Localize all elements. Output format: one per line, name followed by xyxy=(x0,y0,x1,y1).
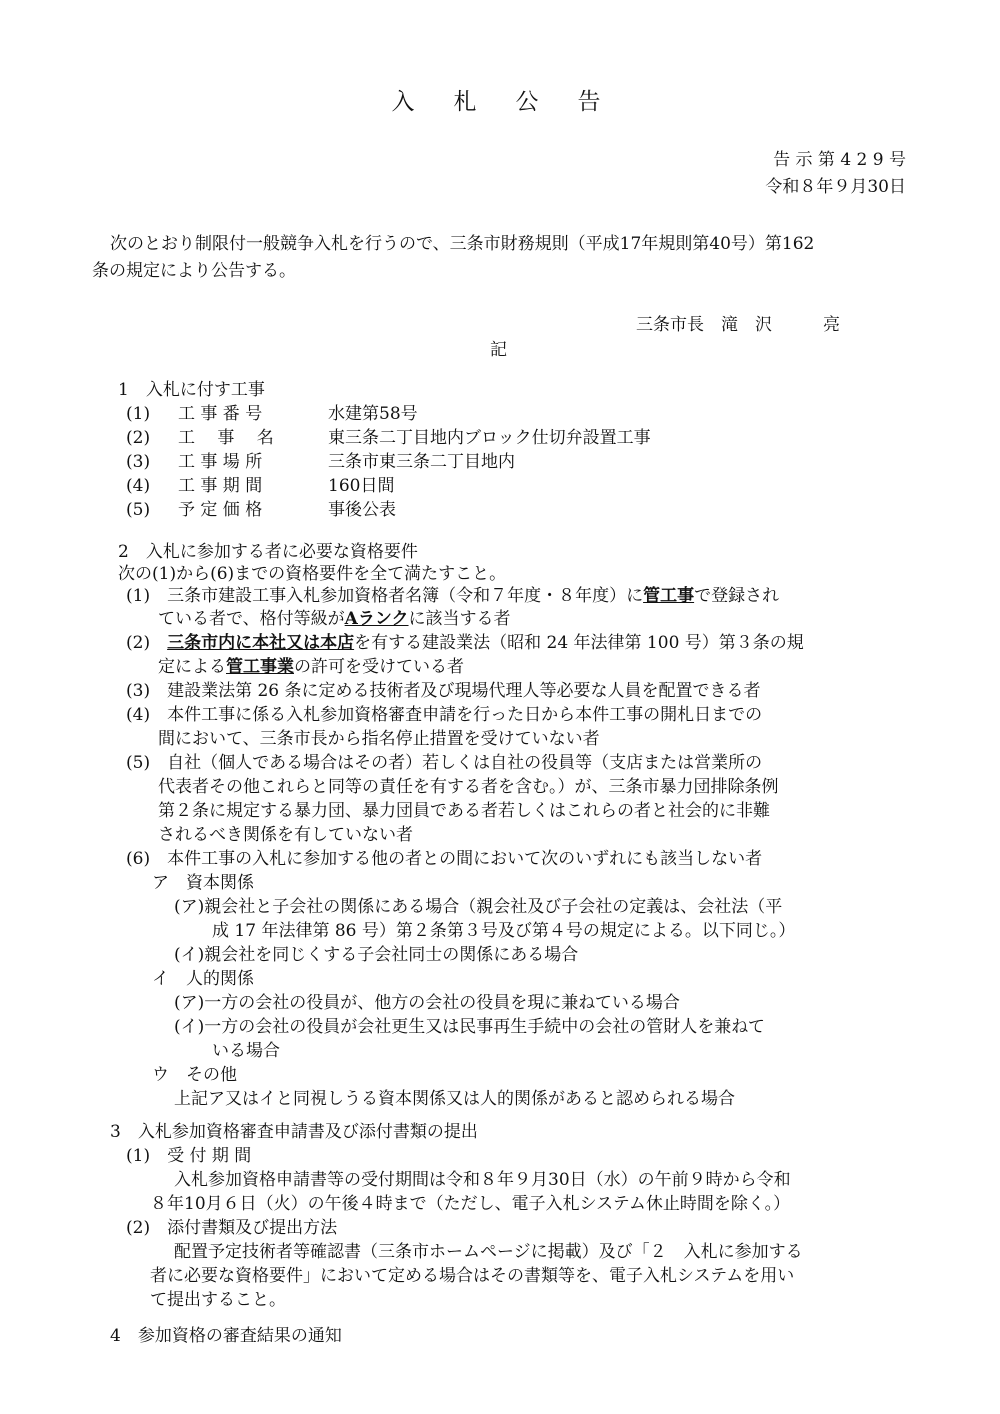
sub-c-1: 上記ア又はイと同視しうる資本関係又は人的関係があると認められる場合 xyxy=(174,1089,735,1109)
emphasis: 三条市内に本社又は本店 xyxy=(167,633,355,653)
item-number: (4) xyxy=(126,476,151,496)
text: ている者で、格付等級が xyxy=(158,609,345,629)
notice-number: 告 示 第 4 2 9 号 xyxy=(773,150,906,170)
text: の許可を受けている者 xyxy=(294,657,464,677)
sub-c-heading: ウ その他 xyxy=(152,1065,237,1085)
s2-item-1-line-2 xyxy=(158,607,511,631)
s2-item-5-line-1: (5) 自社（個人である場合はその者）若しくは自社の役員等（支店または営業所の xyxy=(126,753,763,773)
s3-item-2-line-3: て提出すること。 xyxy=(150,1290,286,1310)
s2-item-5-line-3: 第２条に規定する暴力団、暴力団員である者若しくはこれらの者と社会的に非難 xyxy=(158,801,770,821)
item-number: (2) xyxy=(126,428,151,448)
item-value: 東三条二丁目地内ブロック仕切弁設置工事 xyxy=(328,428,651,448)
ki-marker: 記 xyxy=(490,340,507,360)
s1-item xyxy=(126,426,651,450)
s2-item-4-line-2: 間において、三条市長から指名停止措置を受けていない者 xyxy=(158,729,600,749)
sub-b-2-line-2: いる場合 xyxy=(212,1041,280,1061)
item-number: (1) xyxy=(126,404,151,424)
text: 定による xyxy=(158,657,226,677)
item-label: 予 定 価 格 xyxy=(178,500,263,520)
sub-b-1: (ア)一方の会社の役員が、他方の会社の役員を現に兼ねている場合 xyxy=(174,993,680,1013)
text: で登録され xyxy=(694,586,780,606)
s3-item-2-line-2: 者に必要な資格要件」において定める場合はその書類等を、電子入札システムを用い xyxy=(150,1266,795,1286)
s2-item-6: (6) 本件工事の入札に参加する他の者との間において次のいずれにも該当しない者 xyxy=(126,849,763,869)
notice-title: 入 札 公 告 xyxy=(391,89,609,115)
intro-line-1: 次のとおり制限付一般競争入札を行うので、三条市財務規則（平成17年規則第40号）第162 xyxy=(110,234,815,254)
text: に該当する者 xyxy=(408,609,511,629)
s2-item-3: (3) 建設業法第 26 条に定める技術者及び現場代理人等必要な人員を配置できる者 xyxy=(126,681,761,701)
text: を有する建設業法（昭和 24 年法律第 100 号）第３条の規 xyxy=(354,633,804,653)
item-value: 三条市東三条二丁目地内 xyxy=(328,452,515,472)
s3-item-2-line-1: 配置予定技術者等確認書（三条市ホームページに掲載）及び「２ 入札に参加する xyxy=(174,1242,803,1262)
s1-item xyxy=(126,498,396,522)
s3-item-1-line-1: 入札参加資格申請書等の受付期間は令和８年９月30日（水）の午前９時から令和 xyxy=(174,1170,791,1190)
sub-b-heading: イ 人的関係 xyxy=(152,969,254,989)
sub-b-2-line-1: (イ)一方の会社の役員が会社更生又は民事再生手続中の会社の管財人を兼ねて xyxy=(174,1017,765,1037)
sub-a-2: (イ)親会社を同じくする子会社同士の関係にある場合 xyxy=(174,945,579,965)
s3-item-2: (2) 添付書類及び提出方法 xyxy=(126,1218,338,1238)
item-label: 工 事 期 間 xyxy=(178,476,263,496)
s2-item-4-line-1: (4) 本件工事に係る入札参加資格審査申請を行った日から本件工事の開札日までの xyxy=(126,705,763,725)
s2-item-2-line-2 xyxy=(158,655,464,679)
s2-item-2-line-1 xyxy=(126,631,804,655)
s1-item xyxy=(126,474,394,498)
item-value: 事後公表 xyxy=(328,500,396,520)
item-number: (5) xyxy=(126,500,151,520)
s3-item-1-line-2: ８年10月６日（火）の午後４時まで（ただし、電子入札システム休止時間を除く。） xyxy=(150,1194,791,1214)
sub-a-1-line-1: (ア)親会社と子会社の関係にある場合（親会社及び子会社の定義は、会社法（平 xyxy=(174,897,783,917)
item-value: 160日間 xyxy=(328,476,395,496)
s2-item-5-line-4: されるべき関係を有していない者 xyxy=(158,825,413,845)
item-number: (3) xyxy=(126,452,151,472)
s2-item-1-line-1 xyxy=(126,584,779,608)
section-1-heading: 1 入札に付す工事 xyxy=(118,380,265,400)
intro-line-2: 条の規定により公告する。 xyxy=(92,261,296,281)
section-3-heading: 3 入札参加資格審査申請書及び添付書類の提出 xyxy=(110,1122,478,1142)
sub-a-1-line-2: 成 17 年法律第 86 号）第２条第３号及び第４号の規定による。以下同じ。） xyxy=(212,921,796,941)
text: (2) xyxy=(126,633,168,653)
item-label: 工 事 名 xyxy=(178,428,274,448)
s3-item-1: (1) 受 付 期 間 xyxy=(126,1146,252,1166)
emphasis: 管工事業 xyxy=(226,657,294,677)
sub-a-heading: ア 資本関係 xyxy=(152,873,254,893)
item-value: 水建第58号 xyxy=(328,404,418,424)
emphasis: 管工事 xyxy=(643,586,695,606)
s2-lead: 次の(1)から(6)までの資格要件を全て満たすこと。 xyxy=(118,564,507,584)
s1-item xyxy=(126,402,418,426)
section-2-heading: 2 入札に参加する者に必要な資格要件 xyxy=(118,542,418,562)
s1-item xyxy=(126,450,515,474)
emphasis: Aランク xyxy=(344,609,409,629)
item-label: 工 事 番 号 xyxy=(178,404,263,424)
notice-date: 令和８年９月30日 xyxy=(765,177,906,197)
section-4-heading: 4 参加資格の審査結果の通知 xyxy=(110,1326,342,1346)
item-label: 工 事 場 所 xyxy=(178,452,263,472)
signatory: 三条市長 滝 沢 亮 xyxy=(636,315,840,335)
s2-item-5-line-2: 代表者その他これらと同等の責任を有する者を含む。）が、三条市暴力団排除条例 xyxy=(158,777,779,797)
text: (1) 三条市建設工事入札参加資格者名簿（令和７年度・８年度）に xyxy=(126,586,644,606)
